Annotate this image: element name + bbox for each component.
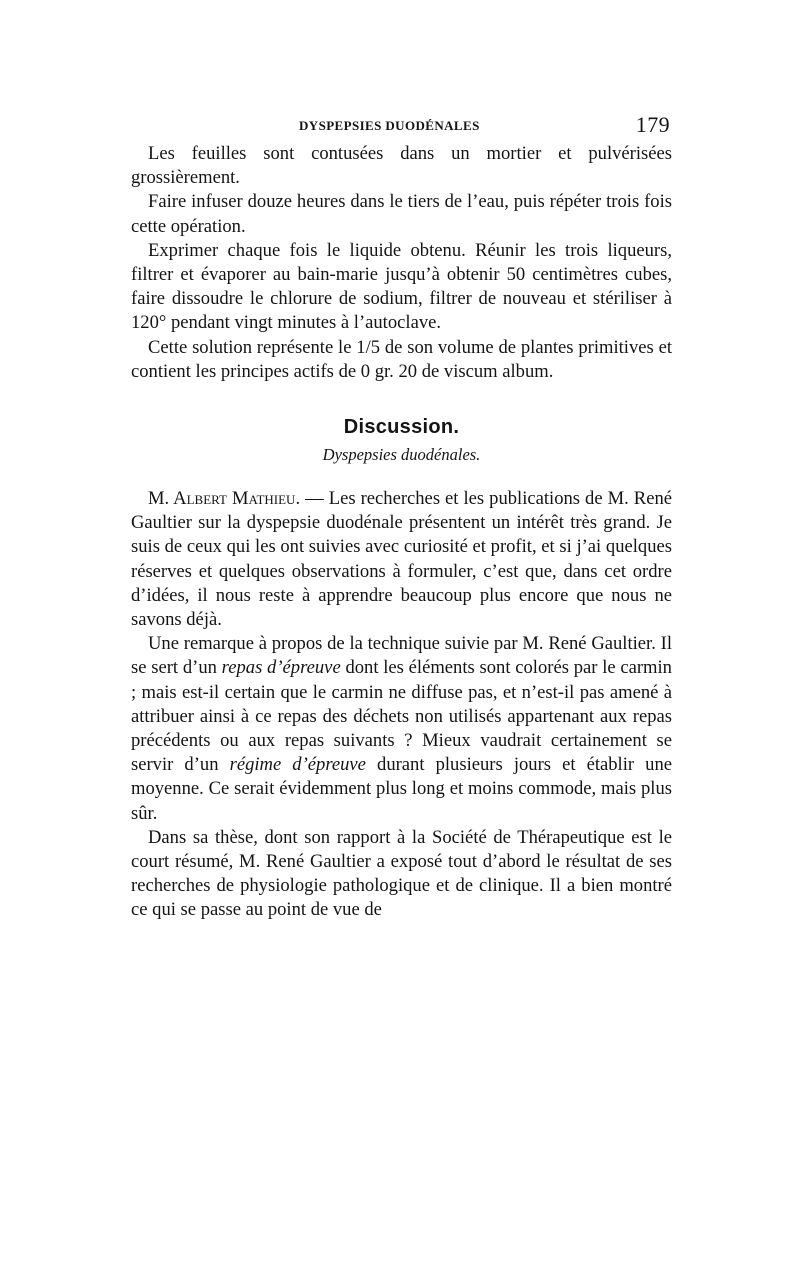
technique-text-a: Une remarque à propos de la technique suivie par M. René Gaultier. Il se sert d’un	[131, 633, 672, 679]
paragraph-thesis: Dans sa thèse, dont son rapport à la Société de Thérapeutique est le court résumé, M. René Gaultier a exposé tout d’abord le résultat de ses recherches de physiologie pathologique et de clinique. Il a bien montré ce qui se passe au point de vue de	[131, 826, 672, 921]
technique-text-b: dont les éléments sont colorés par le carmin ; mais est-il certain que le carmin ne diffuse pas, et n’est-il pas amené à attribuer ainsi à ce repas des déchets non utilisés appartenant aux repas précédents ou aux repas suivants ? Mieux vaudrait certainement se servir d’un	[131, 657, 672, 776]
technique-text-c: durant plusieurs jours et établir une moyenne. Ce serait évidemment plus long et moins commode, mais plus sûr.	[131, 754, 672, 824]
paragraph-technique-remark	[131, 632, 672, 826]
paragraph-filtering: Exprimer chaque fois le liquide obtenu. Réunir les trois liqueurs, filtrer et évaporer au bain-marie jusqu’à obtenir 50 centimètres cubes, faire dissoudre le chlorure de sodium, filtrer de nouveau et stériliser à 120° pendant vingt minutes à l’autoclave.	[131, 239, 672, 334]
paragraph-leaves: Les feuilles sont contusées dans un mortier et pulvérisées grossièrement.	[131, 143, 672, 189]
running-title: DYSPEPSIES DUODÉNALES	[299, 118, 480, 133]
running-head	[131, 108, 672, 142]
emphasis-repas-epreuve: repas d’épreuve	[221, 657, 341, 679]
section-subheading: Dyspepsies duodénales.	[322, 445, 481, 465]
paragraph-infusion: Faire infuser douze heures dans le tiers de l’eau, puis répéter trois fois cette opération.	[131, 191, 672, 237]
speaker-name: M. Albert Mathieu.	[148, 488, 301, 510]
speaker-remarks-text: — Les recherches et les publications de M. René Gaultier sur la dyspepsie duodénale présentent un intérêt très grand. Je suis de ceux qui les ont suivies avec curiosité et profit, et si j’ai quelques réserves et quelques observations à formuler, c’est que, dans cet ordre d’idées, il nous reste à apprendre beaucoup plus encore que nous ne savons déjà.	[131, 488, 672, 631]
paragraph-solution: Cette solution représente le 1/5 de son volume de plantes primitives et contient les principes actifs de 0 gr. 20 de viscum album.	[131, 336, 672, 382]
paragraph-speaker-remarks	[131, 487, 672, 632]
page-number: 179	[635, 112, 670, 137]
section-heading: Discussion.	[343, 416, 460, 439]
emphasis-regime-epreuve: régime d’épreuve	[229, 754, 366, 776]
book-page	[131, 108, 672, 923]
